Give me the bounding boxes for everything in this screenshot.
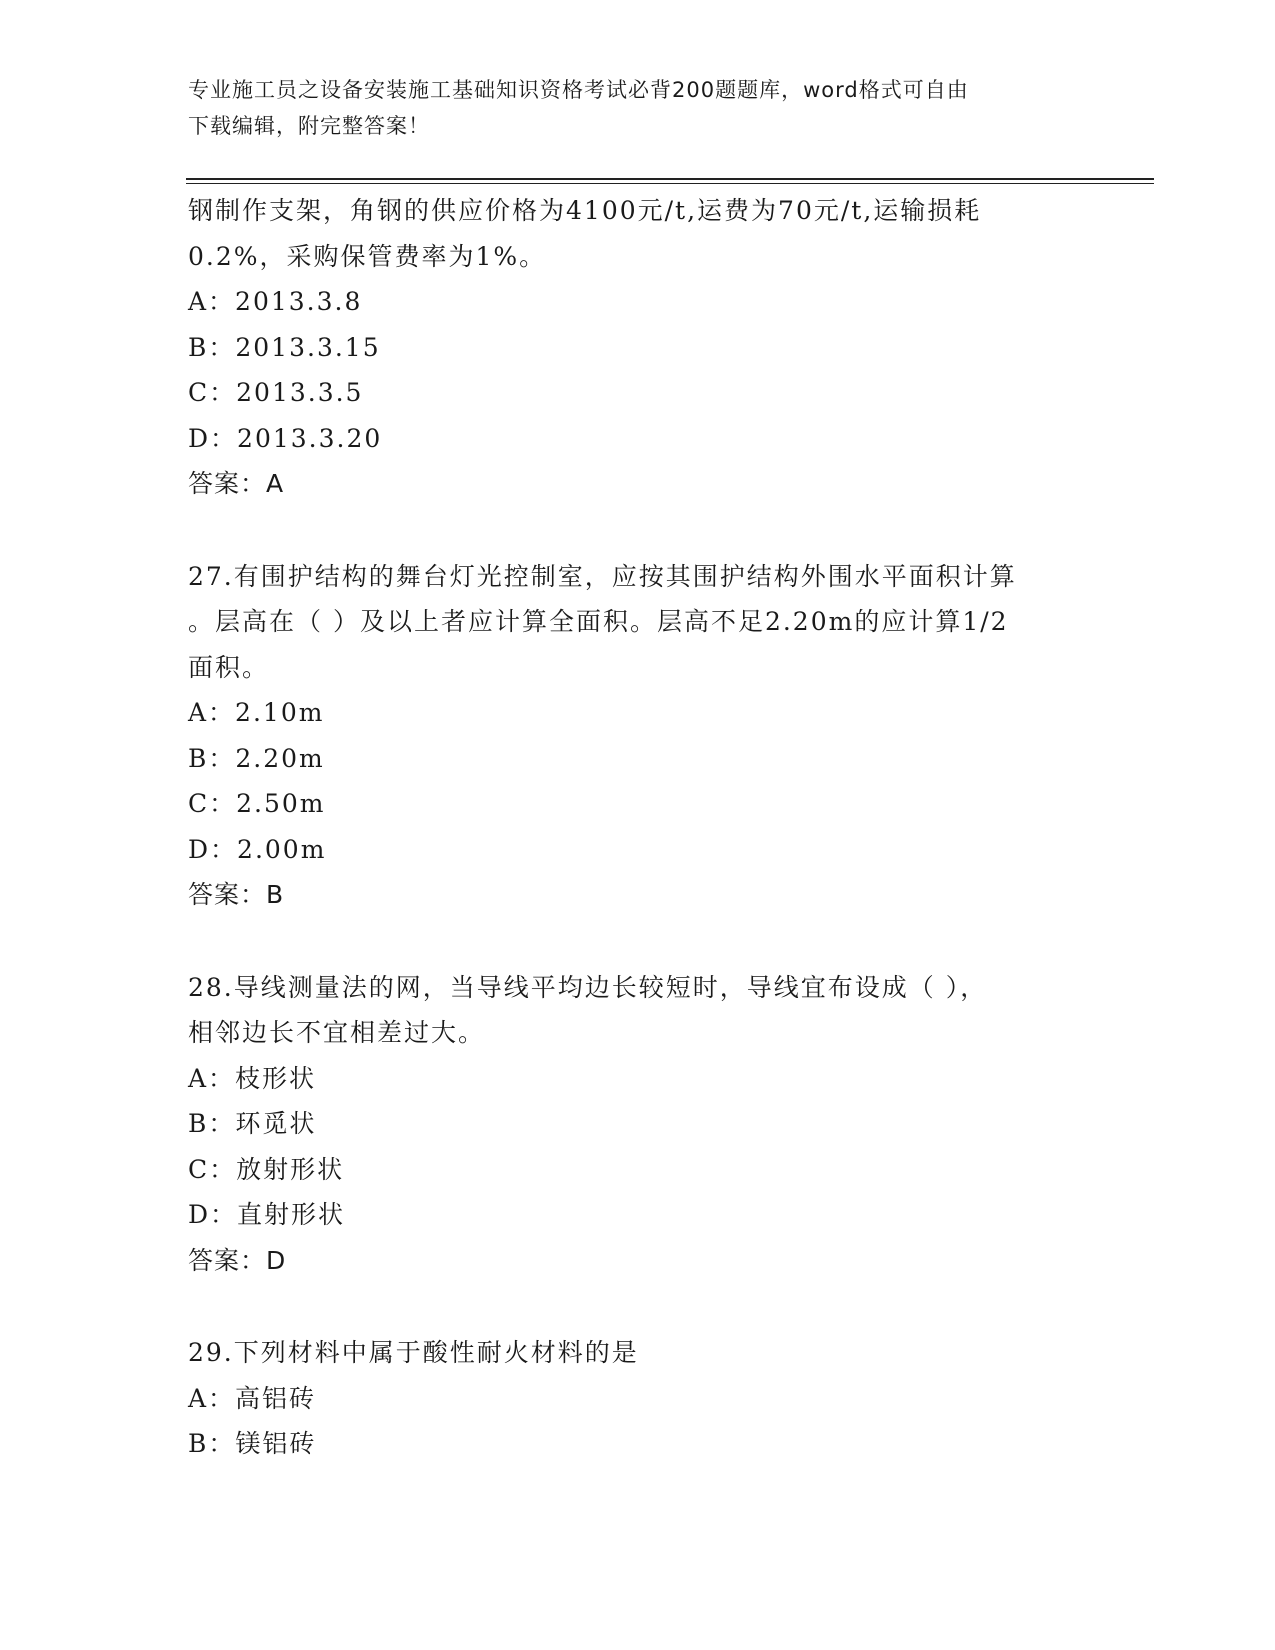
option-a: A：2.10m (188, 698, 325, 727)
question-28 (188, 965, 1088, 1284)
option-d: D：直射形状 (188, 1200, 346, 1229)
option-c: C：放射形状 (188, 1154, 345, 1184)
header-line-1: 专业施工员之设备安装施工基础知识资格考试必背200题题库，word格式可自由 (188, 78, 969, 102)
question-stem: 钢制作支架，角钢的供应价格为4100元/t,运费为70元/t,运输损耗 (188, 196, 982, 225)
header-line-2: 下载编辑，附完整答案！ (188, 114, 430, 138)
document-header (188, 72, 1088, 144)
question-stem: 0.2%，采购保管费率为1%。 (188, 241, 547, 271)
option-c: C：2013.3.5 (188, 378, 364, 407)
header-divider-thin (186, 183, 1154, 184)
option-d: D：2013.3.20 (188, 423, 383, 453)
question-stem: 27.有围护结构的舞台灯光控制室，应按其围护结构外围水平面积计算 (188, 561, 1017, 591)
answer-label: 答案：B (188, 880, 285, 909)
question-stem: 面积。 (188, 652, 270, 682)
option-a: A：高铝砖 (188, 1383, 317, 1413)
option-b: B：镁铝砖 (188, 1429, 317, 1458)
option-a: A：枝形状 (188, 1063, 317, 1093)
option-b: B：2.20m (188, 743, 325, 773)
question-26 (188, 188, 1088, 507)
option-a: A：2013.3.8 (188, 287, 363, 316)
question-list (188, 188, 1088, 1467)
question-stem: 29.下列材料中属于酸性耐火材料的是 (188, 1338, 639, 1367)
answer-label: 答案：D (188, 1245, 287, 1275)
option-b: B：环觅状 (188, 1109, 317, 1138)
question-27 (188, 554, 1088, 918)
answer-label: 答案：A (188, 469, 285, 498)
question-stem: 28.导线测量法的网，当导线平均边长较短时，导线宜布设成（ ）， (188, 972, 988, 1002)
header-divider-thick (186, 178, 1154, 180)
question-stem: 相邻边长不宜相差过大。 (188, 1018, 486, 1047)
option-d: D：2.00m (188, 834, 327, 864)
option-b: B：2013.3.15 (188, 332, 381, 362)
option-c: C：2.50m (188, 789, 326, 818)
question-29 (188, 1330, 1088, 1467)
question-stem: 。层高在（ ）及以上者应计算全面积。层高不足2.20m的应计算1/2 (188, 607, 1009, 636)
